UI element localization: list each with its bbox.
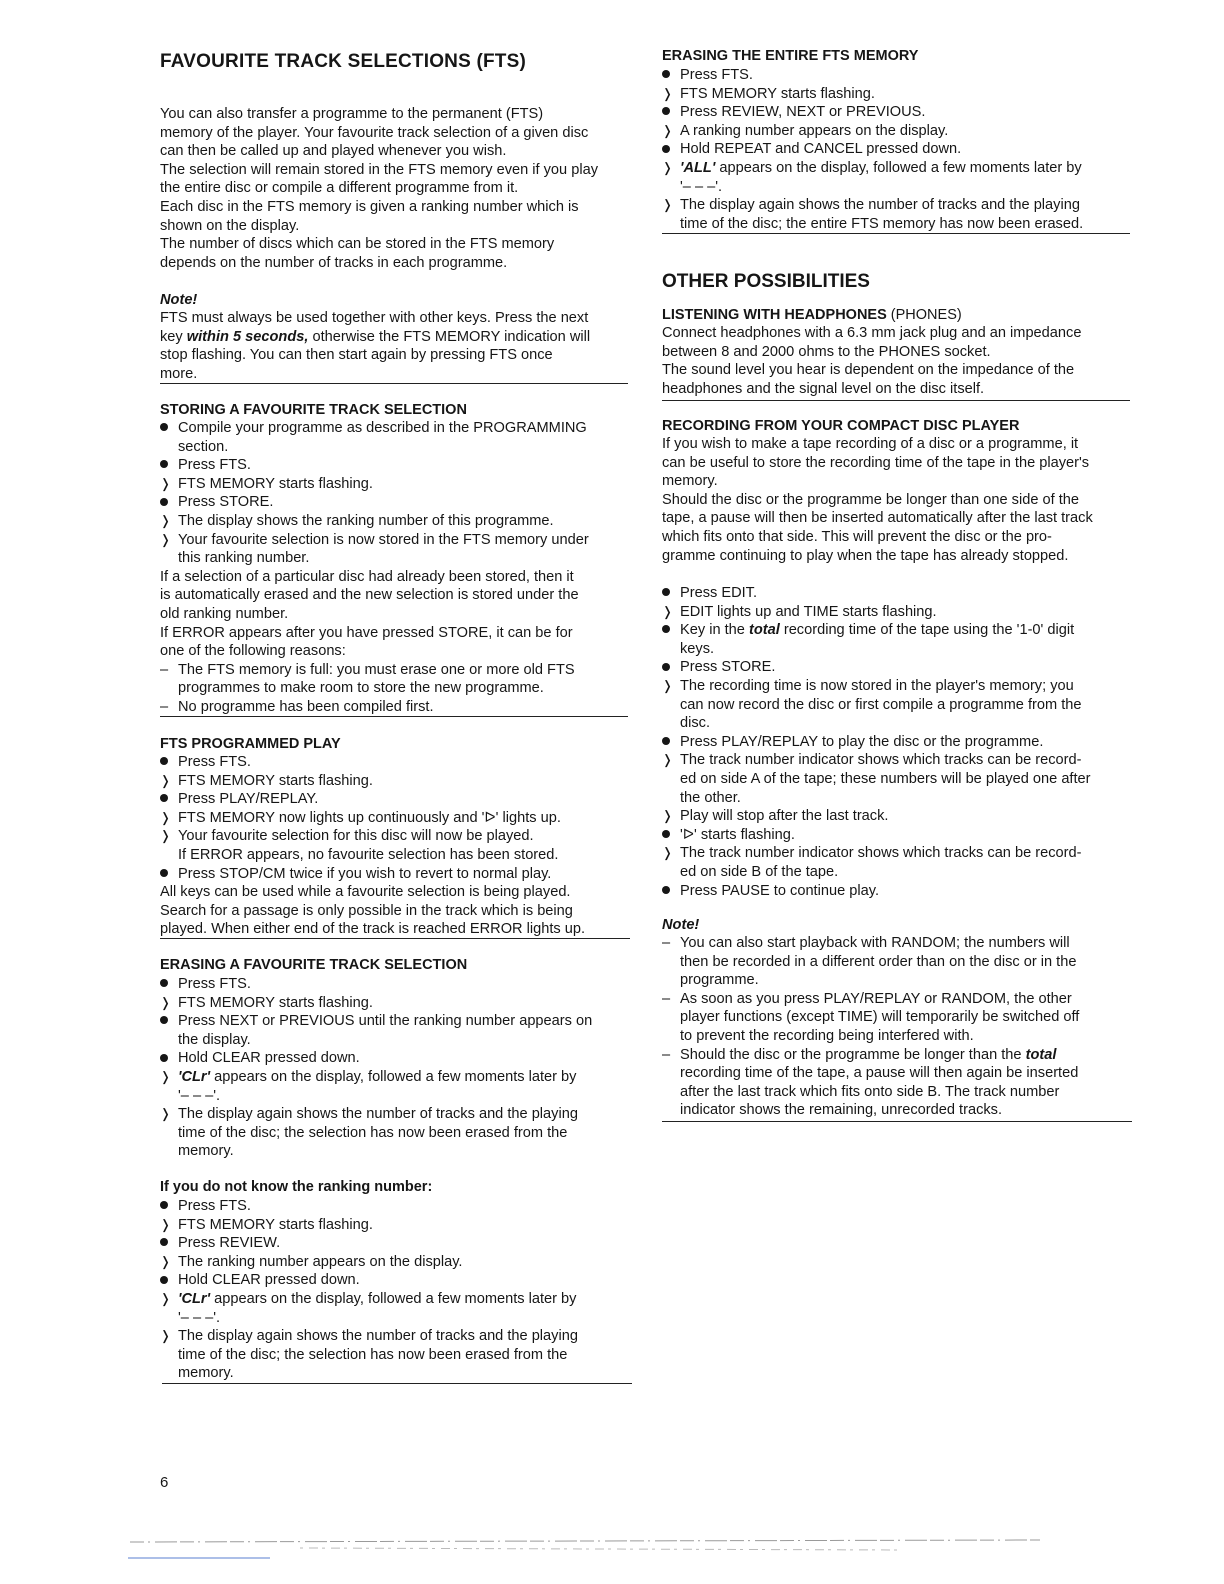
bullet-icon bbox=[662, 584, 680, 603]
arrow-icon: ❭ bbox=[160, 809, 171, 825]
text-line: Press REVIEW. bbox=[160, 1234, 578, 1253]
dash-icon: – bbox=[662, 990, 671, 1007]
page-number: 6 bbox=[160, 1474, 169, 1491]
text-line: Press REVIEW, NEXT or PREVIOUS. bbox=[662, 103, 1083, 122]
bullet-icon bbox=[662, 66, 680, 85]
dash-icon: – bbox=[160, 661, 169, 678]
text-line: '– – –'. bbox=[680, 178, 723, 195]
text-line: time of the disc; the entire FTS memory has now been erased. bbox=[680, 215, 1084, 232]
text-line: the entire disc or compile a different programme from it. bbox=[160, 180, 519, 197]
text-line: The selection will remain stored in the FTS memory even if you play bbox=[160, 161, 598, 178]
text-line: after the last track which fits onto side B. The track number bbox=[680, 1083, 1060, 1100]
text-line: this ranking number. bbox=[178, 550, 310, 567]
section-divider bbox=[160, 383, 628, 384]
text-line: If a selection of a particular disc had already been stored, then it bbox=[160, 568, 574, 585]
text-line: ❭ 'CLr' appears on the display, followed a few moments later by bbox=[160, 1290, 577, 1307]
note-label: Note! bbox=[160, 292, 198, 308]
note2-label: Note! bbox=[662, 917, 700, 933]
arrow-icon: ❭ bbox=[662, 122, 673, 138]
text-line: Press FTS. bbox=[160, 975, 592, 994]
headphones-heading-text: LISTENING WITH HEADPHONES bbox=[662, 307, 887, 323]
section-divider bbox=[662, 1121, 1132, 1122]
text-line: You can also transfer a programme to the permanent (FTS) bbox=[160, 106, 544, 122]
text-line: can be useful to store the recording time of the tape in the player's bbox=[662, 454, 1090, 471]
bullet-icon bbox=[662, 103, 680, 122]
text-line: player functions (except TIME) will temporarily be switched off bbox=[680, 1009, 1080, 1026]
text-line: – Should the disc or the programme be longer than the total bbox=[662, 1046, 1057, 1063]
text-line: headphones and the signal level on the disc itself. bbox=[662, 380, 985, 397]
text-line: gramme continuing to play when the tape has already stopped. bbox=[662, 547, 1069, 564]
bullet-icon bbox=[662, 658, 680, 677]
bullet-icon bbox=[662, 733, 680, 752]
text-line: Compile your programme as described in the PROGRAMMING bbox=[160, 419, 589, 438]
text-line: ❭ The display again shows the number of tracks and the playing bbox=[160, 1106, 578, 1123]
bullet-icon bbox=[160, 865, 178, 884]
text-line: '– – –'. bbox=[178, 1087, 221, 1104]
arrow-icon: ❭ bbox=[160, 1068, 171, 1084]
arrow-icon: ❭ bbox=[662, 752, 673, 768]
programmed-play-heading: FTS PROGRAMMED PLAY bbox=[160, 736, 341, 752]
text-line: which fits onto that side. This will prevent the disc or the pro- bbox=[662, 528, 1052, 545]
bullet-icon bbox=[160, 1049, 178, 1068]
text-line: '– – –'. bbox=[178, 1309, 221, 1326]
arrow-icon: ❭ bbox=[160, 772, 171, 788]
bullet-icon bbox=[160, 1012, 178, 1031]
text-line: The sound level you hear is dependent on the impedance of the bbox=[662, 362, 1075, 379]
text-line: Press FTS. bbox=[662, 66, 1083, 85]
text-line: tape, a pause will then be inserted automatically after the last track bbox=[662, 510, 1093, 527]
storing-steps bbox=[160, 419, 589, 717]
text-line: ❭ The track number indicator shows which tracks can be record- bbox=[662, 752, 1082, 769]
recording-steps bbox=[662, 584, 1091, 900]
erasing-heading: ERASING A FAVOURITE TRACK SELECTION bbox=[160, 957, 468, 973]
text-line: one of the following reasons: bbox=[160, 643, 346, 660]
text-line: ❭ The display again shows the number of tracks and the playing bbox=[662, 197, 1080, 214]
headphones-text bbox=[662, 324, 1081, 398]
text-line: Press EDIT. bbox=[662, 584, 1091, 603]
text-line: ed on side B of the tape. bbox=[680, 863, 839, 880]
text-line: Press STOP/CM twice if you wish to revert to normal play. bbox=[160, 865, 585, 884]
text-line: to prevent the recording being interfered with. bbox=[680, 1027, 974, 1044]
text-line: ❭ FTS MEMORY now lights up continuously and 'ᐅ' lights up. bbox=[160, 809, 561, 826]
storing-heading: STORING A FAVOURITE TRACK SELECTION bbox=[160, 402, 467, 418]
text-line: ❭ The display again shows the number of tracks and the playing bbox=[160, 1328, 578, 1345]
text-line: Press FTS. bbox=[160, 1197, 578, 1216]
text-line: Each disc in the FTS memory is given a ranking number which is bbox=[160, 198, 579, 215]
text-line: Press STORE. bbox=[662, 658, 1091, 677]
text-line: ❭ The track number indicator shows which tracks can be record- bbox=[662, 845, 1082, 862]
arrow-icon: ❭ bbox=[662, 677, 673, 693]
note-text bbox=[160, 309, 590, 383]
text-line: time of the disc; the selection has now been erased from the bbox=[178, 1124, 568, 1141]
arrow-icon: ❭ bbox=[160, 828, 171, 844]
text-line: ❭ The display shows the ranking number of this programme. bbox=[160, 512, 554, 529]
text-line: Press FTS. bbox=[160, 456, 589, 475]
text-line: keys. bbox=[680, 640, 715, 657]
bullet-icon bbox=[662, 140, 680, 159]
programmed-play-steps bbox=[160, 753, 585, 939]
text-line: old ranking number. bbox=[160, 605, 289, 622]
text-line: 'ᐅ' starts flashing. bbox=[662, 826, 1091, 845]
arrow-icon: ❭ bbox=[160, 1328, 171, 1344]
text-line: – You can also start playback with RANDOM; the numbers will bbox=[662, 935, 1070, 951]
text-line: programme. bbox=[680, 972, 759, 989]
other-possibilities-title: OTHER POSSIBILITIES bbox=[662, 271, 870, 292]
text-line: memory of the player. Your favourite track selection of a given disc bbox=[160, 124, 589, 141]
text-line: ❭ 'ALL' appears on the display, followed a few moments later by bbox=[662, 159, 1082, 176]
text-line: Connect headphones with a 6.3 mm jack plug and an impedance bbox=[662, 325, 1082, 341]
recording-intro bbox=[662, 435, 1093, 565]
text-line: indicator shows the remaining, unrecorded tracks. bbox=[680, 1102, 1003, 1119]
text-line: depends on the number of tracks in each programme. bbox=[160, 254, 508, 271]
text-line: ed on side A of the tape; these numbers will be played one after bbox=[680, 770, 1091, 787]
text-line: the display. bbox=[178, 1031, 251, 1048]
dash-icon: – bbox=[662, 935, 671, 951]
intro-text bbox=[160, 105, 598, 272]
bullet-icon bbox=[160, 1234, 178, 1253]
text-line: ❭ The ranking number appears on the display. bbox=[160, 1253, 463, 1270]
text-line: ❭ Your favourite selection for this disc will now be played. bbox=[160, 828, 534, 845]
text-line: All keys can be used while a favourite selection is being played. bbox=[160, 884, 571, 901]
text-line: time of the disc; the selection has now been erased from the bbox=[178, 1346, 568, 1363]
text-line: Press STORE. bbox=[160, 493, 589, 512]
arrow-icon: ❭ bbox=[160, 512, 171, 528]
page-title: FAVOURITE TRACK SELECTIONS (FTS) bbox=[160, 51, 526, 72]
scan-artifact bbox=[0, 1528, 1224, 1584]
text-line: ❭ 'CLr' appears on the display, followed a few moments later by bbox=[160, 1068, 577, 1085]
bullet-icon bbox=[160, 975, 178, 994]
text-line: Press PLAY/REPLAY. bbox=[160, 790, 585, 809]
text-line: ❭ FTS MEMORY starts flashing. bbox=[662, 85, 875, 102]
text-line: ❭ FTS MEMORY starts flashing. bbox=[160, 475, 373, 492]
section-divider bbox=[160, 716, 628, 717]
text-line: ❭ Your favourite selection is now stored in the FTS memory under bbox=[160, 531, 589, 548]
text-line: memory. bbox=[178, 1365, 234, 1382]
bullet-icon bbox=[160, 493, 178, 512]
text-line: Key in the total recording time of the tape using the '1-0' digit bbox=[662, 621, 1091, 640]
text-line: Hold CLEAR pressed down. bbox=[160, 1049, 592, 1068]
arrow-icon: ❭ bbox=[662, 197, 673, 213]
text-line: ❭ FTS MEMORY starts flashing. bbox=[160, 772, 373, 789]
text-line: ❭ FTS MEMORY starts flashing. bbox=[160, 994, 373, 1011]
arrow-icon: ❭ bbox=[662, 85, 673, 101]
headphones-heading-extra: (PHONES) bbox=[890, 307, 962, 323]
text-line: Press PAUSE to continue play. bbox=[662, 882, 1091, 901]
text-line: more. bbox=[160, 365, 198, 382]
unknown-rank-steps bbox=[160, 1197, 578, 1383]
arrow-icon: ❭ bbox=[662, 808, 673, 824]
text-line: programmes to make room to store the new programme. bbox=[178, 680, 544, 697]
text-line: between 8 and 2000 ohms to the PHONES socket. bbox=[662, 343, 991, 360]
text-line: FTS must always be used together with other keys. Press the next bbox=[160, 310, 589, 326]
text-line: Search for a passage is only possible in the track which is being bbox=[160, 902, 573, 919]
text-line: – The FTS memory is full: you must erase one or more old FTS bbox=[160, 661, 575, 678]
headphones-heading bbox=[662, 306, 962, 325]
dash-icon: – bbox=[160, 698, 169, 715]
section-divider bbox=[662, 233, 1130, 234]
bullet-icon bbox=[160, 419, 178, 438]
text-line: disc. bbox=[680, 715, 711, 732]
text-line: played. When either end of the track is reached ERROR lights up. bbox=[160, 921, 586, 938]
text-line: section. bbox=[178, 438, 229, 455]
note2-items bbox=[662, 934, 1079, 1120]
bullet-icon bbox=[662, 621, 680, 640]
arrow-icon: ❭ bbox=[160, 531, 171, 547]
unknown-rank-heading: If you do not know the ranking number: bbox=[160, 1179, 433, 1195]
bullet-icon bbox=[160, 1271, 178, 1290]
text-line: Press PLAY/REPLAY to play the disc or the programme. bbox=[662, 733, 1091, 752]
text-line: – As soon as you press PLAY/REPLAY or RANDOM, the other bbox=[662, 990, 1072, 1007]
erasing-steps bbox=[160, 975, 592, 1161]
arrow-icon: ❭ bbox=[662, 845, 673, 861]
bullet-icon bbox=[160, 753, 178, 772]
text-line: can now record the disc or first compile a programme from the bbox=[680, 696, 1082, 713]
text-line: stop flashing. You can then start again by pressing FTS once bbox=[160, 347, 553, 364]
text-line: ❭ FTS MEMORY starts flashing. bbox=[160, 1216, 373, 1233]
text-line: recording time of the tape, a pause will then again be inserted bbox=[680, 1065, 1079, 1082]
text-line: ❭ EDIT lights up and TIME starts flashing. bbox=[662, 603, 937, 620]
bullet-icon bbox=[160, 1197, 178, 1216]
text-line: the other. bbox=[680, 789, 741, 806]
text-line: Should the disc or the programme be longer than one side of the bbox=[662, 491, 1079, 508]
text-line: then be recorded in a different order than on the disc or in the bbox=[680, 953, 1077, 970]
bullet-icon bbox=[662, 826, 680, 845]
section-divider bbox=[662, 400, 1130, 401]
recording-heading: RECORDING FROM YOUR COMPACT DISC PLAYER bbox=[662, 418, 1020, 434]
section-divider bbox=[162, 1383, 632, 1384]
text-line: Press NEXT or PREVIOUS until the ranking number appears on bbox=[160, 1012, 592, 1031]
text-line: memory. bbox=[662, 473, 718, 490]
arrow-icon: ❭ bbox=[160, 475, 171, 491]
text-line: – No programme has been compiled first. bbox=[160, 698, 434, 715]
arrow-icon: ❭ bbox=[160, 1253, 171, 1269]
erase-all-heading: ERASING THE ENTIRE FTS MEMORY bbox=[662, 48, 919, 64]
text-line: The number of discs which can be stored in the FTS memory bbox=[160, 236, 555, 253]
arrow-icon: ❭ bbox=[160, 1216, 171, 1232]
text-line: Hold CLEAR pressed down. bbox=[160, 1271, 578, 1290]
arrow-icon: ❭ bbox=[160, 1106, 171, 1122]
text-line: If ERROR appears after you have pressed STORE, it can be for bbox=[160, 624, 573, 641]
section-divider bbox=[160, 938, 630, 939]
bullet-icon bbox=[662, 882, 680, 901]
text-line: ❭ The recording time is now stored in the player's memory; you bbox=[662, 677, 1074, 694]
bullet-icon bbox=[160, 790, 178, 809]
text-line: ❭ A ranking number appears on the display. bbox=[662, 122, 949, 139]
text-line: memory. bbox=[178, 1143, 234, 1160]
text-line: Hold REPEAT and CANCEL pressed down. bbox=[662, 140, 1083, 159]
bullet-icon bbox=[160, 456, 178, 475]
erase-all-steps bbox=[662, 66, 1083, 233]
text-line: can then be called up and played whenever you wish. bbox=[160, 143, 507, 160]
text-line: Press FTS. bbox=[160, 753, 585, 772]
text-line: is automatically erased and the new selection is stored under the bbox=[160, 587, 579, 604]
text-line: ❭ Play will stop after the last track. bbox=[662, 808, 889, 825]
arrow-icon: ❭ bbox=[662, 603, 673, 619]
text-line: If you wish to make a tape recording of a disc or a programme, it bbox=[662, 436, 1079, 452]
dash-icon: – bbox=[662, 1046, 671, 1063]
arrow-icon: ❭ bbox=[160, 1290, 171, 1306]
text-line: key within 5 seconds, otherwise the FTS MEMORY indication will bbox=[160, 328, 591, 345]
arrow-icon: ❭ bbox=[160, 994, 171, 1010]
text-line: shown on the display. bbox=[160, 217, 300, 234]
text-line: If ERROR appears, no favourite selection has been stored. bbox=[178, 846, 559, 863]
arrow-icon: ❭ bbox=[662, 159, 673, 175]
